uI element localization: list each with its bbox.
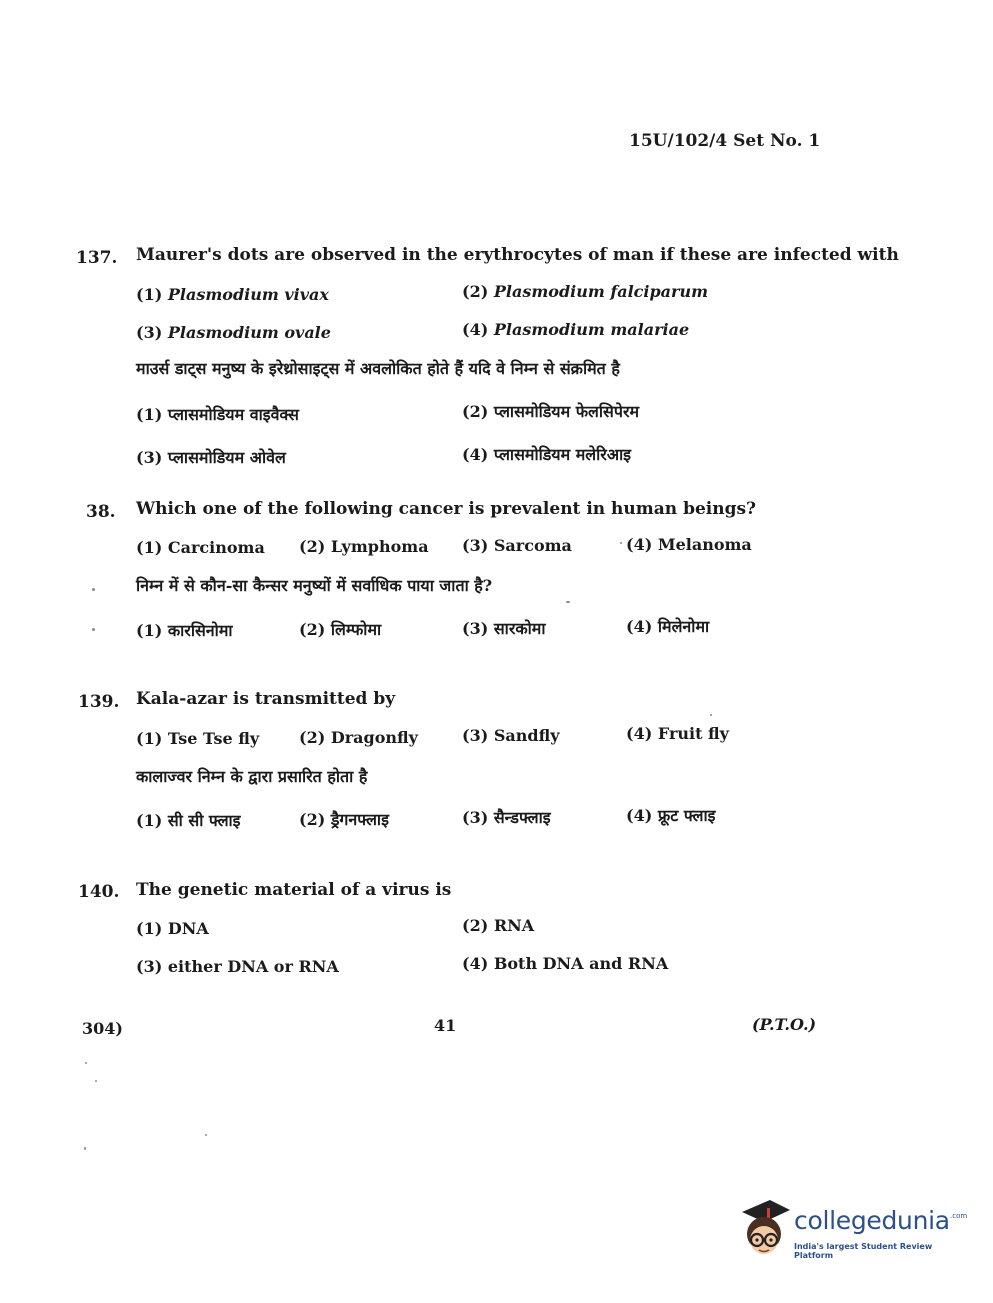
question-text-hindi: निम्न में से कौन-सा कैन्सर मनुष्यों में सर्वाधिक पाया जाता है? <box>136 576 493 595</box>
option-1: (1) Carcinoma <box>136 538 265 557</box>
option-4-hindi: (4) मिलेनोमा <box>626 617 710 636</box>
brand-suffix: .com <box>950 1212 968 1220</box>
option-4-hindi: (4) फ्रूट फ्लाइ <box>626 806 716 825</box>
option-3-hindi: (3) सैन्डफ्लाइ <box>462 808 551 827</box>
question-text-hindi: माउर्स डाट्स मनुष्य के इरेथ्रोसाइट्स में अवलोकित होते हैं यदि वे निम्न से संक्रमित है <box>136 359 620 378</box>
option-2: (2) Lymphoma <box>299 537 429 556</box>
option-1: (1) DNA <box>136 919 209 938</box>
option-2-hindi: (2) लिम्फोमा <box>299 620 382 639</box>
option-4: (4) Plasmodium malariae <box>462 320 690 339</box>
option-3-hindi: (3) सारकोमा <box>462 619 546 638</box>
question-number: 139. <box>78 692 120 712</box>
option-1-hindi: (1) प्लासमोडियम वाइवैक्स <box>136 405 299 424</box>
option-1: (1) Plasmodium vivax <box>136 285 329 304</box>
question-text-hindi: कालाज्वर निम्न के द्वारा प्रसारित होता है <box>136 767 368 786</box>
mascot-icon <box>736 1196 792 1260</box>
question-text: Maurer's dots are observed in the erythrocytes of man if these are infected with <box>136 245 899 265</box>
option-3: (3) Sandfly <box>462 726 560 745</box>
option-3: (3) Plasmodium ovale <box>136 323 331 342</box>
option-4: (4) Both DNA and RNA <box>462 954 669 973</box>
option-2: (2) Dragonfly <box>299 728 418 747</box>
option-2-hindi: (2) ड्रैगनफ्लाइ <box>299 810 389 829</box>
question-text: Kala-azar is transmitted by <box>136 689 396 709</box>
option-3: (3) either DNA or RNA <box>136 957 339 976</box>
set-number: 15U/102/4 Set No. 1 <box>629 131 821 151</box>
pto-note: (P.T.O.) <box>752 1015 817 1034</box>
option-2: (2) Plasmodium falciparum <box>462 282 709 301</box>
option-3: (3) Sarcoma <box>462 536 572 555</box>
option-1-hindi: (1) कारसिनोमा <box>136 621 233 640</box>
question-number: 140. <box>78 882 120 902</box>
option-2-hindi: (2) प्लासमोडियम फेलसिपेरम <box>462 402 640 421</box>
option-4: (4) Melanoma <box>626 535 752 554</box>
page-number: 41 <box>434 1016 457 1035</box>
option-1: (1) Tse Tse fly <box>136 729 260 748</box>
option-4: (4) Fruit fly <box>626 724 729 743</box>
option-4-hindi: (4) प्लासमोडियम मलेरिआइ <box>462 445 632 464</box>
option-2: (2) RNA <box>462 916 535 935</box>
option-1-hindi: (1) सी सी फ्लाइ <box>136 811 241 830</box>
question-number: 137. <box>76 248 118 268</box>
brand-tagline: India's largest Student Review Platform <box>794 1242 933 1260</box>
question-text: The genetic material of a virus is <box>136 880 452 900</box>
footer-code: 304) <box>82 1019 123 1038</box>
question-number: 38. <box>86 502 116 522</box>
brand-name: collegedunia <box>794 1206 950 1235</box>
option-3-hindi: (3) प्लासमोडियम ओवेल <box>136 448 286 467</box>
question-text: Which one of the following cancer is prevalent in human beings? <box>136 499 757 519</box>
collegedunia-watermark <box>736 1196 966 1260</box>
